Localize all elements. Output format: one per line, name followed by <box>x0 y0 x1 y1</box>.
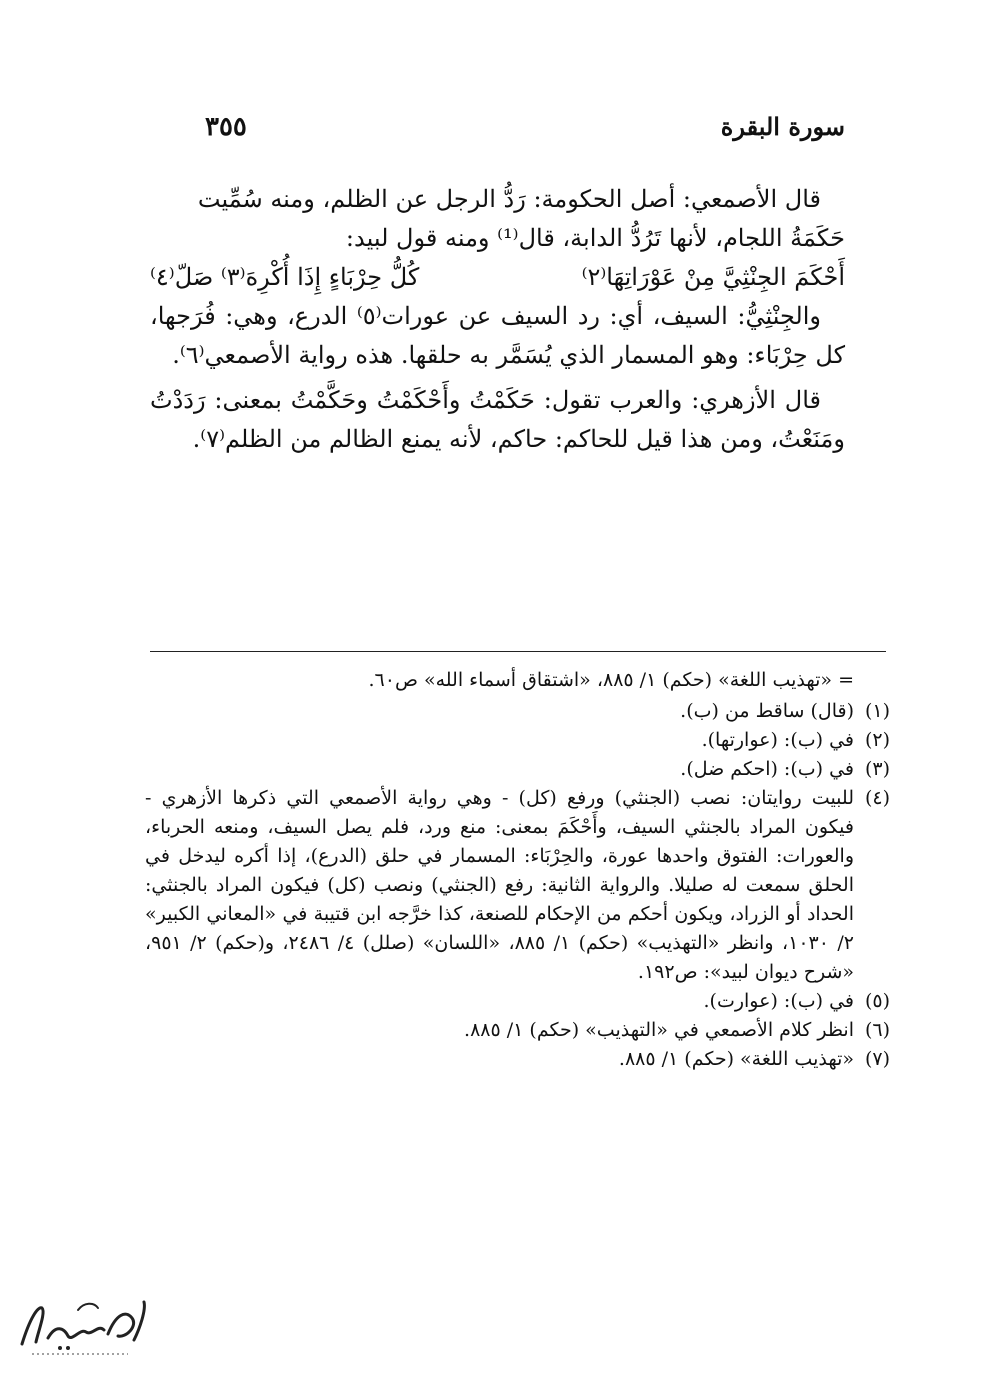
footnote-3 <box>145 755 890 784</box>
footnote-text: للبيت روايتان: نصب (الجنثي) ورفع (كل) - وهي رواية الأصمعي التي ذكرها الأزهري - فيكون المراد بالجنثي السيف، وأَحْكَمَ بمعنى: منع ورد، فلم يصل السيف، ومنعه الحرباء، والعورات: الفتوق واحدها عورة، والحِرْبَاء: المسمار في حلق (الدرع)، إذا أكره ليدخل في الحلق سمعت له صليلا. والرواية الثانية: رفع (الجنثي) ونصب (كل) فيكون المراد بالجنثي: الحداد أو الزراد، ويكون أحكم من الإحكام للصنعة، كذا خرَّجه ابن قتيبة في «المعاني الكبير» ٢/ ١٠٣٠، وانظر «التهذيب» (حكم) ١/ ٨٨٥، «اللسان» (صلل) ٤/ ٢٤٨٦، و(حكم) ٢/ ٩٥١، «شرح ديوان لبيد»: ص١٩٢. <box>145 787 854 983</box>
calligraphy-logo-icon <box>8 1288 158 1360</box>
footnote-5 <box>145 987 890 1016</box>
footnote-2 <box>145 726 890 755</box>
paragraph-asmai-line-1: قال الأصمعي: أصل الحكومة: رَدُّ الرجل عن الظلم، ومنه سُمِّيت <box>197 185 821 213</box>
footnotes <box>145 666 890 1074</box>
poetry-verse <box>150 258 845 297</box>
footnote-text: في (ب): (احكم ضل). <box>680 758 854 780</box>
footnote-7 <box>145 1045 890 1074</box>
footnote-text: «تهذيب اللغة» (حكم) ١/ ٨٨٥. <box>618 1048 854 1070</box>
calligraphy-stamp-logo <box>8 1288 158 1360</box>
footnote-number: (١) <box>864 700 890 722</box>
verse-second-hemistich: كُلُّ حِرْبَاءٍ إِذَا أُكْرِهَ⁽٣⁾ صَلّ⁽٤⁾ <box>150 263 420 291</box>
main-text <box>150 180 845 459</box>
paragraph-azhari: قال الأزهري: والعرب تقول: حَكَمْتُ وأَحْكَمْتُ وحَكَّمْتُ بمعنى: رَدَدْتُ ومَنَعْتُ، ومن هذا قيل للحاكم: حاكم، لأنه يمنع الظالم من الظلم⁽٧⁾. <box>150 386 845 453</box>
footnote-4 <box>145 784 890 987</box>
footnote-text: في (ب): (عوارتها). <box>701 729 854 751</box>
footnote-number: (٣) <box>864 758 890 780</box>
footnote-separator <box>150 651 886 652</box>
footnote-number: (٢) <box>864 729 890 751</box>
footnote-number: (٦) <box>864 1019 890 1041</box>
footnote-text: انظر كلام الأصمعي في «التهذيب» (حكم) ١/ ٨٨٥. <box>464 1019 854 1041</box>
paragraph-jinthi: والجِنْثِيُّ: السيف، أي: رد السيف عن عورات⁽٥⁾ الدرع، وهي: فُرَجها، كل حِرْبَاء: وهو المسمار الذي يُسَمَّر به حلقها. هذه رواية الأصمعي⁽٦⁾. <box>150 302 845 369</box>
footnote-text: في (ب): (عوارت). <box>703 990 854 1012</box>
footnote-number: (٥) <box>864 990 890 1012</box>
verse-first-hemistich: أَحْكَمَ الجِنْثِيَّ مِنْ عَوْرَاتِهَا⁽٢⁾ <box>581 263 845 291</box>
page-number: ٣٥٥ <box>205 112 247 142</box>
footnote-continuation: = «تهذيب اللغة» (حكم) ١/ ٨٨٥، «اشتقاق أسماء الله» ص٦٠. <box>368 669 854 691</box>
footnote-number: (٤) <box>864 787 890 809</box>
page-header <box>150 112 845 152</box>
footnote-6 <box>145 1016 890 1045</box>
footnote-number: (٧) <box>864 1048 890 1070</box>
footnote-1 <box>145 697 890 726</box>
footnote-text: (قال) ساقط من (ب). <box>680 700 854 722</box>
surah-title: سورة البقرة <box>720 112 845 141</box>
paragraph-asmai-line-2: حَكَمَةُ اللجام، لأنها تَرُدُّ الدابة، قال⁽¹⁾ ومنه قول لبيد: <box>345 224 845 252</box>
